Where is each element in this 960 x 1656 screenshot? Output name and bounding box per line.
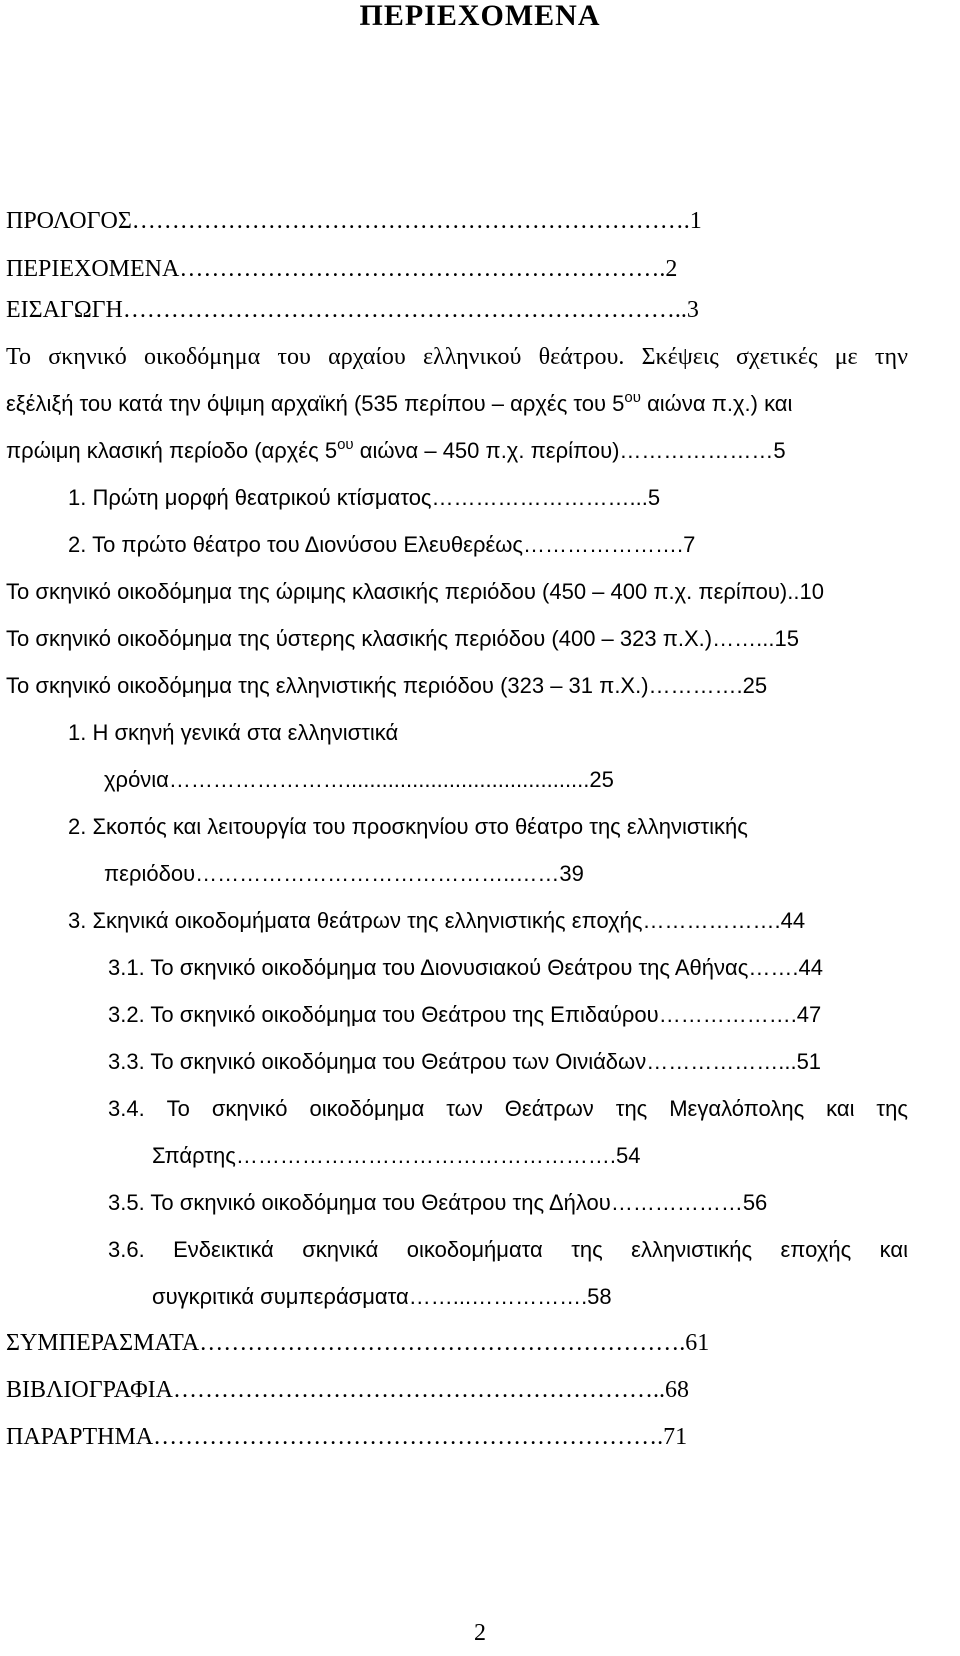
- toc-entry-conclusions: ΣΥΜΠΕΡΑΣΜΑΤΑ…………………………………………………….61: [6, 1330, 710, 1356]
- page-number: 2: [474, 1620, 486, 1646]
- word: 3.6.: [108, 1237, 145, 1262]
- word: οικοδομήματα: [406, 1237, 543, 1262]
- word: Ενδεικτικά: [173, 1237, 274, 1262]
- toc-entry-prologue: ΠΡΟΛΟΓΟΣ…………………………………………………………….1: [6, 208, 702, 234]
- word: την: [874, 344, 908, 370]
- word: οικοδόμημα: [143, 344, 261, 370]
- toc-entry-archaic-line3: [6, 437, 786, 465]
- superscript: ου: [624, 389, 641, 406]
- word: θεάτρου.: [538, 344, 625, 370]
- word: Μεγαλόπολης: [669, 1096, 805, 1121]
- word: ελληνικού: [422, 344, 522, 370]
- toc-subentry-h3-4-cont: Σπάρτης…………………………………………….54: [152, 1143, 641, 1168]
- text: πρώιμη κλασική περίοδο (αρχές 5: [6, 438, 338, 463]
- word: σκηνικό: [48, 344, 127, 370]
- word: 3.4.: [108, 1096, 145, 1121]
- page-title: ΠΕΡΙΕΧΟΜΕΝΑ: [359, 0, 601, 32]
- toc-entry-contents: ΠΕΡΙΕΧΟΜΕΝΑ…………………………………………………….2: [6, 256, 678, 282]
- text: αιώνα π.χ.) και: [640, 391, 793, 416]
- word: των: [446, 1096, 483, 1121]
- toc-subentry-h3: 3. Σκηνικά οικοδομήματα θεάτρων της ελληνιστικής εποχής……………….44: [68, 908, 806, 933]
- word: ελληνιστικής: [631, 1237, 753, 1262]
- toc-entry-archaic-line2: [6, 390, 792, 418]
- word: Σκέψεις: [641, 344, 719, 370]
- toc-subentry-h1: 1. Η σκηνή γενικά στα ελληνιστικά: [68, 720, 399, 745]
- toc-entry-appendix: ΠΑΡΑΡΤΗΜΑ……………………………………………………….71: [6, 1424, 688, 1450]
- word: εποχής: [780, 1237, 852, 1262]
- word: οικοδόμημα: [309, 1096, 425, 1121]
- word: και: [879, 1237, 908, 1262]
- word: με: [834, 344, 858, 370]
- toc-subentry-2: 2. Το πρώτο θέατρο του Διονύσου Ελευθερέως………………….7: [68, 532, 696, 557]
- word: σκηνικά: [302, 1237, 379, 1262]
- word: και: [826, 1096, 855, 1121]
- word: της: [571, 1237, 603, 1262]
- word: της: [615, 1096, 648, 1121]
- word: σχετικές: [736, 344, 818, 370]
- toc-subentry-h2-cont: περιόδου……………………………………..……39: [104, 861, 584, 886]
- toc-subentry-h3-1: 3.1. Το σκηνικό οικοδόμημα του Διονυσιακού Θεάτρου της Αθήνας…….44: [108, 955, 823, 980]
- toc-subentry-h3-4: [108, 1095, 908, 1123]
- toc-subentry-h2: 2. Σκοπός και λειτουργία του προσκηνίου στο θέατρο της ελληνιστικής: [68, 814, 748, 839]
- superscript: ου: [337, 436, 354, 453]
- text: αιώνα – 450 π.χ. περίπου)…………………5: [353, 438, 786, 463]
- word: σκηνικό: [211, 1096, 288, 1121]
- toc-subentry-h3-6-cont: συγκριτικά συμπεράσματα……...…………….58: [152, 1284, 612, 1309]
- toc-subentry-h3-5: 3.5. Το σκηνικό οικοδόμημα του Θεάτρου της Δήλου………………56: [108, 1190, 768, 1215]
- toc-subentry-h3-6: [108, 1236, 908, 1264]
- toc-subentry-1: 1. Πρώτη μορφή θεατρικού κτίσματος………………………...5: [68, 485, 661, 510]
- toc-entry-classical-late: Το σκηνικό οικοδόμημα της ύστερης κλασικής περιόδου (400 – 323 π.Χ.)……...15: [6, 626, 799, 651]
- toc-entry-hellenistic: Το σκηνικό οικοδόμημα της ελληνιστικής περιόδου (323 – 31 π.Χ.)………….25: [6, 673, 768, 698]
- word: Θεάτρων: [504, 1096, 594, 1121]
- toc-entry-bibliography: ΒΙΒΛΙΟΓΡΑΦΙΑ……………………………………………………..68: [6, 1377, 689, 1403]
- word: αρχαίου: [328, 344, 406, 370]
- word: Το: [166, 1096, 190, 1121]
- word: της: [876, 1096, 908, 1121]
- toc-subentry-h3-3: 3.3. Το σκηνικό οικοδόμημα του Θεάτρου των Οινιάδων………………...51: [108, 1049, 822, 1074]
- toc-subentry-h3-2: 3.2. Το σκηνικό οικοδόμημα του Θεάτρου της Επιδαύρου……………….47: [108, 1002, 822, 1027]
- word: Το: [6, 344, 32, 370]
- toc-entry-introduction: ΕΙΣΑΓΩΓΗ……………………………………………………………..3: [6, 297, 699, 323]
- toc-subentry-h1-cont: χρόνια……………………........................................25: [104, 767, 614, 792]
- text: εξέλιξή του κατά την όψιμη αρχαϊκή (535 περίπου – αρχές του 5: [6, 391, 625, 416]
- toc-entry-classical-mature: Το σκηνικό οικοδόμημα της ώριμης κλασικής περιόδου (450 – 400 π.χ. περίπου)..10: [6, 579, 824, 604]
- toc-entry-archaic-line1: [6, 343, 908, 371]
- word: του: [277, 344, 311, 370]
